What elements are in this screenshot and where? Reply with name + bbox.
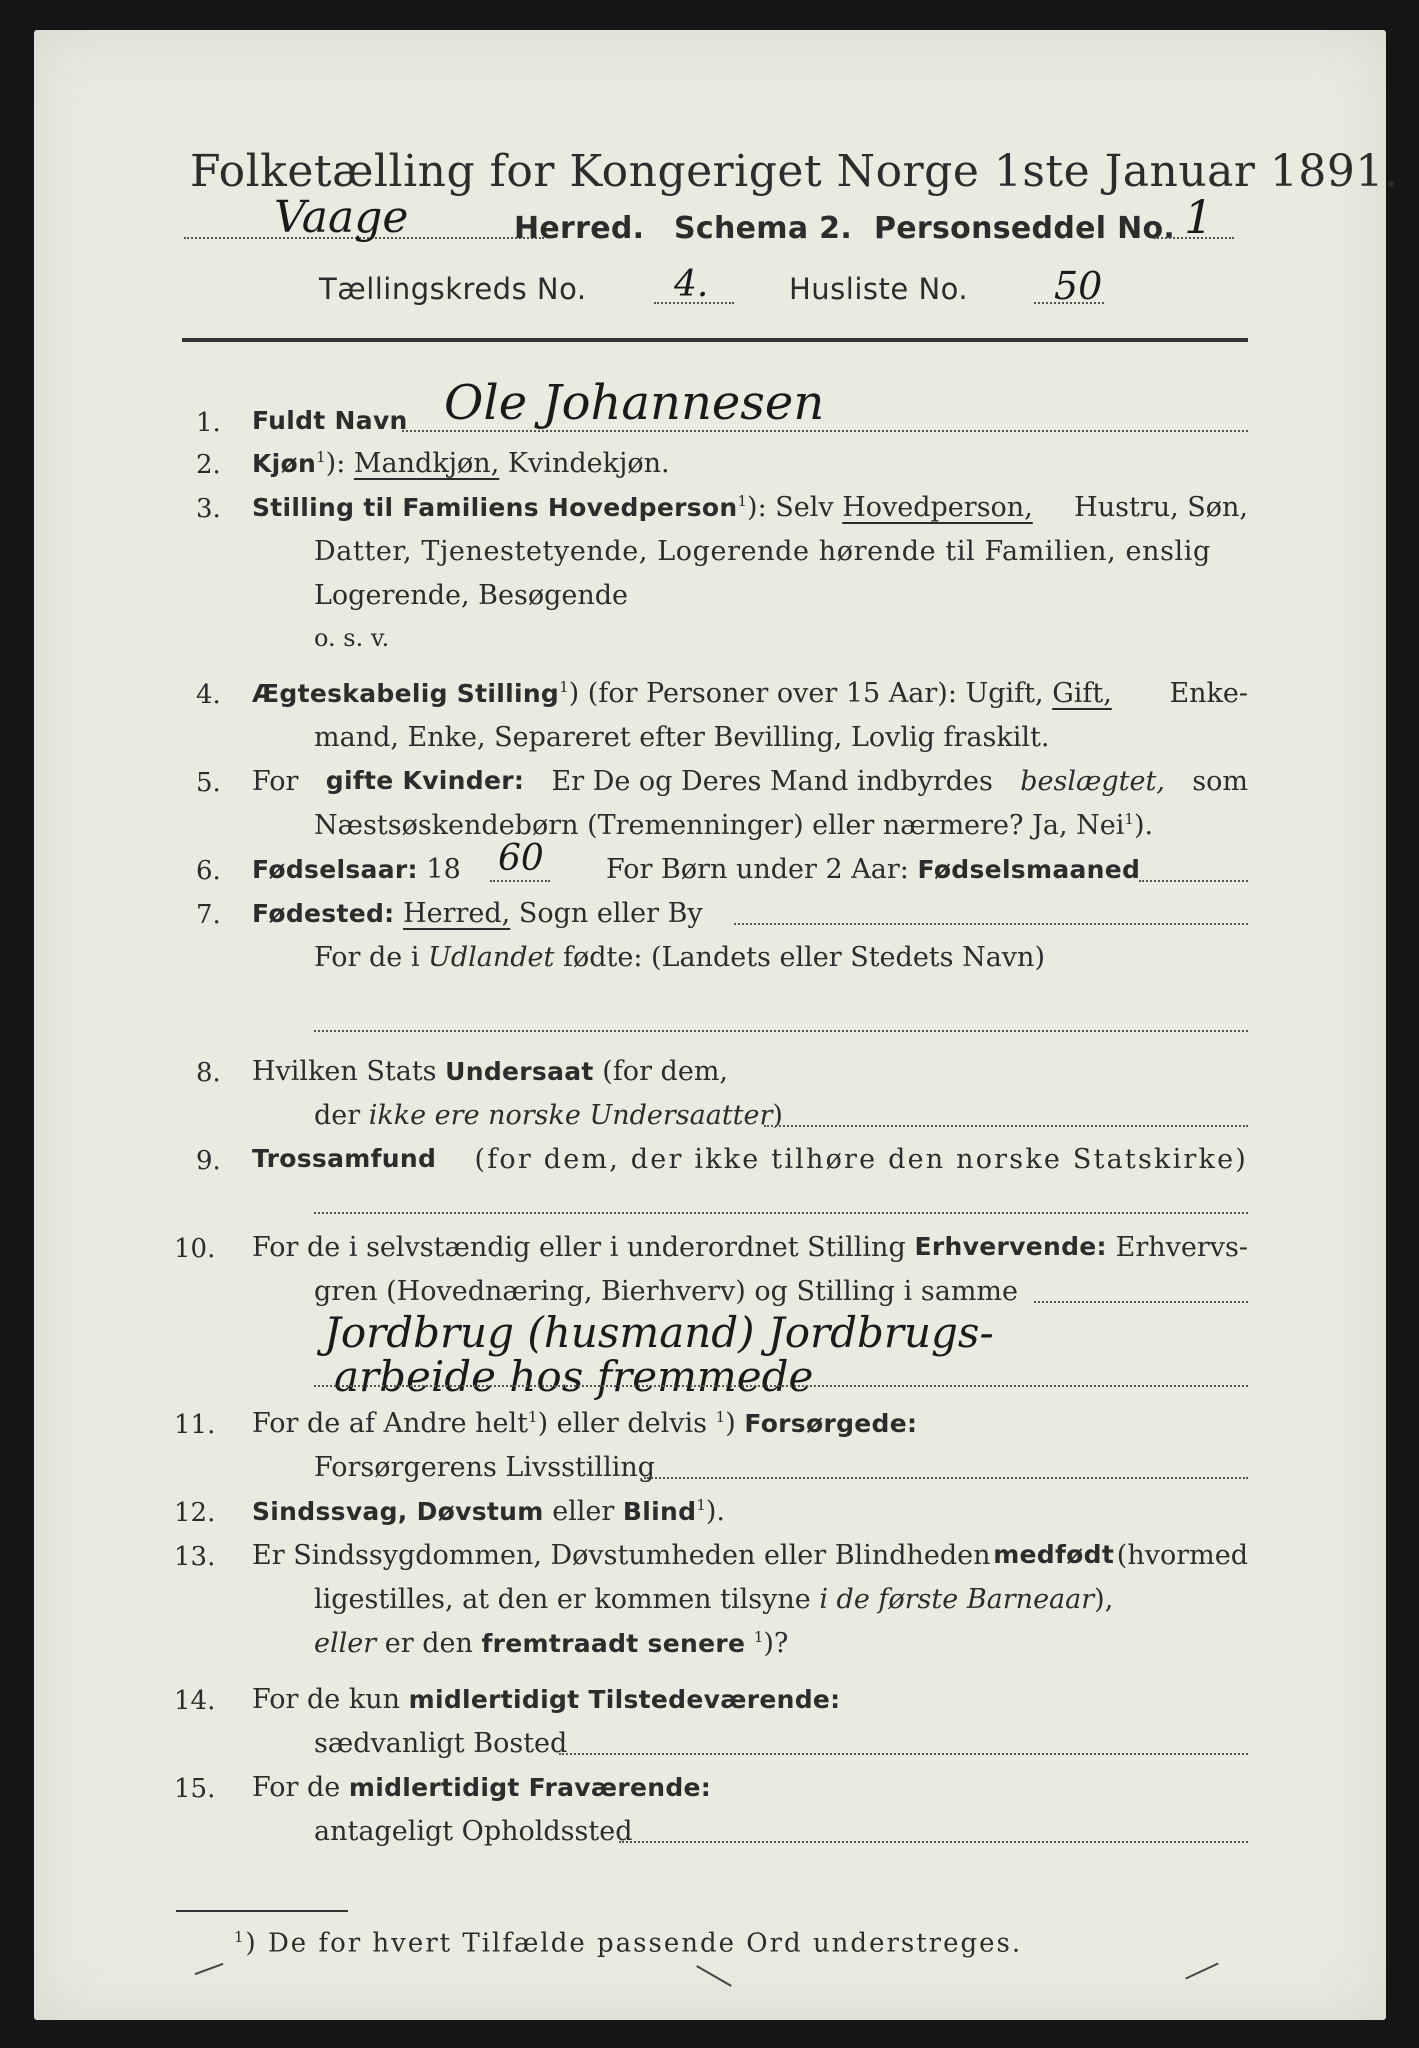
q14-number: 14.: [174, 1686, 216, 1716]
q13-line3: eller er den fremtraadt senere $^1$)?: [314, 1628, 789, 1659]
q8-number: 8.: [196, 1058, 221, 1088]
q15-line1: For de midlertidigt Fraværende:: [252, 1772, 712, 1803]
q3-line4: o. s. v.: [314, 624, 390, 652]
q10-number: 10.: [174, 1234, 216, 1264]
personseddel-value: 1: [1184, 190, 1214, 244]
q2-number: 2.: [196, 450, 221, 480]
q5-number: 5.: [196, 768, 221, 798]
form-title: Folketælling for Kongeriget Norge 1ste Januar 1891.: [190, 146, 1399, 197]
q5-line1: For gifte Kvinder: Er De og Deres Mand indbyrdes beslægtet, som: [252, 766, 1248, 797]
q7-option-herred: Herred,: [403, 898, 511, 929]
q8-line2: der ikke ere norske Undersaatter): [314, 1100, 783, 1131]
q14-line2: sædvanligt Bosted: [314, 1728, 568, 1759]
schema-label: Schema 2.: [674, 211, 853, 246]
footnote-text: $^1$) De for hvert Tilfælde passende Ord understreges.: [234, 1928, 1023, 1959]
q11-line1: For de af Andre helt$^1$) eller delvis $^1$) Forsørgede:: [252, 1408, 918, 1439]
q15-number: 15.: [174, 1774, 216, 1804]
header-rule: [182, 338, 1248, 342]
q3-line2: Datter, Tjenestetyende, Logerende hørende til Familien, enslig: [314, 536, 1211, 567]
herred-label: Herred.: [514, 211, 645, 246]
q6-text: For Børn under 2 Aar: Fødselsmaaned: [606, 854, 1141, 885]
footnote-rule: [176, 1910, 348, 1912]
q10-answer-line1: Jordbrug (husmand) Jordbrugs-: [324, 1308, 994, 1357]
q1-answer-name: Ole Johannesen: [444, 375, 825, 431]
q7-line1: Fødested: Herred, Sogn eller By: [252, 898, 703, 929]
q2-option-kvindekjon: Kvindekjøn.: [507, 448, 670, 479]
q9-number: 9.: [196, 1146, 221, 1176]
kreds-label: Tællingskreds No.: [319, 272, 587, 306]
q13-line2: ligestilles, at den er kommen tilsyne i de første Barneaar),: [314, 1584, 1114, 1615]
stray-mark: [195, 1963, 224, 1975]
personseddel-label: Personseddel No.: [874, 211, 1176, 246]
q6-number: 6.: [196, 856, 221, 886]
herred-value: Vaage: [274, 192, 409, 243]
q2-option-mandkjon: Mandkjøn,: [353, 448, 500, 479]
q7-number: 7.: [196, 900, 221, 930]
kreds-value: 4.: [674, 264, 709, 305]
husliste-value: 50: [1054, 264, 1103, 308]
q11-number: 11.: [174, 1410, 216, 1440]
q3-number: 3.: [196, 494, 221, 524]
q4-option-gift: Gift,: [1052, 678, 1112, 709]
q1-label: Fuldt Navn: [252, 406, 408, 435]
q4-number: 4.: [196, 680, 221, 710]
q7-line2: For de i Udlandet fødte: (Landets eller Stedets Navn): [314, 942, 1045, 973]
q4-line2: mand, Enke, Separeret efter Bevilling, Lovlig fraskilt.: [314, 722, 1050, 753]
q10-line1: For de i selvstændig eller i underordnet Stilling Erhvervende: Erhvervs-: [252, 1232, 1248, 1263]
q12-number: 12.: [174, 1498, 216, 1528]
stray-mark: [696, 1965, 732, 1987]
stray-mark: [1185, 1962, 1218, 1979]
q9-line: Trossamfund (for dem, der ikke tilhøre den norske Statskirke): [252, 1144, 1248, 1175]
q1-number: 1.: [196, 408, 221, 438]
q8-line1: Hvilken Stats Undersaat (for dem,: [252, 1056, 728, 1087]
q14-line1: For de kun midlertidigt Tilstedeværende:: [252, 1684, 841, 1715]
q3-line3: Logerende, Besøgende: [314, 580, 628, 611]
census-form-page: [34, 30, 1399, 2020]
q12-line: Sindssvag, Døvstum eller Blind$^1$).: [252, 1496, 725, 1527]
q13-number: 13.: [174, 1542, 216, 1572]
q10-answer-line2: arbeide hos fremmede: [334, 1352, 814, 1401]
q11-line2: Forsørgerens Livsstilling: [314, 1452, 656, 1483]
q4-line1: Ægteskabelig Stilling$^1$) (for Personer over 15 Aar): Ugift, Gift, Enke-: [252, 678, 1248, 709]
q3-option-hovedperson: Hovedperson,: [842, 492, 1033, 523]
q3-line1: Stilling til Familiens Hovedperson$^1$): Selv Hovedperson, Hustru, Søn,: [252, 492, 1248, 523]
q5-line2: Næstsøskendebørn (Tremenninger) eller nærmere? Ja, Nei$^1$).: [314, 810, 1154, 841]
q6-year-value: 60: [498, 838, 544, 879]
husliste-label: Husliste No.: [789, 272, 969, 306]
q6-line: Fødselsaar: 18: [252, 854, 461, 885]
q10-line2: gren (Hovednæring, Bierhverv) og Stilling i samme: [314, 1276, 1019, 1307]
q15-line2: antageligt Opholdssted: [314, 1816, 633, 1847]
q13-line1: Er Sindssygdommen, Døvstumheden eller Blindheden medfødt (hvormed: [252, 1540, 1248, 1571]
q2-line: Kjøn$^1$): Mandkjøn, Kvindekjøn.: [252, 448, 670, 479]
